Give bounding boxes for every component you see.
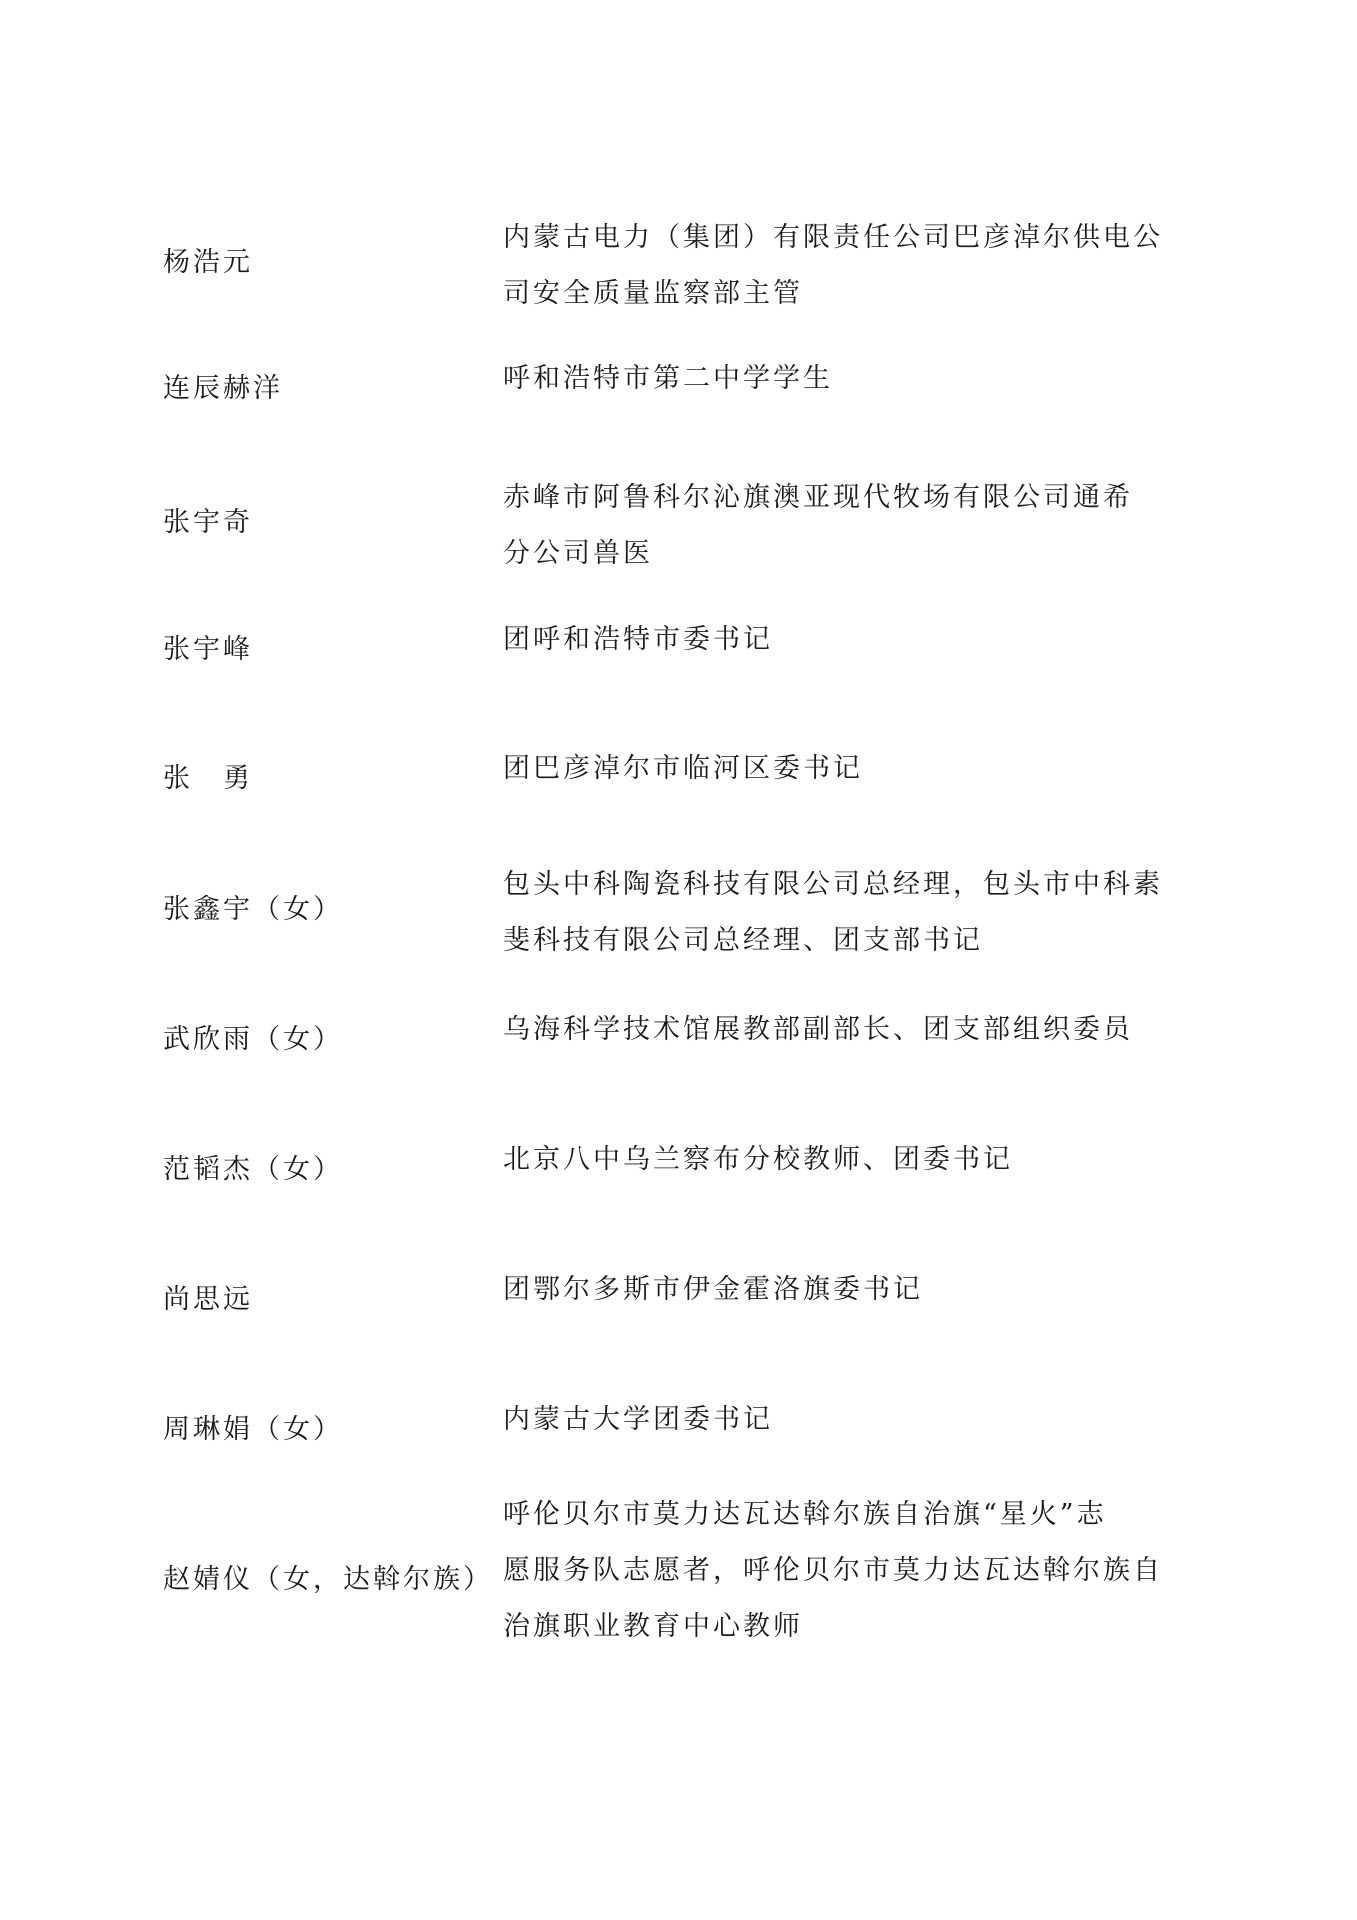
person-name: 周琳娟（女） (163, 1414, 343, 1445)
person-name: 杨浩元 (163, 247, 253, 278)
affiliation-line: 团鄂尔多斯市伊金霍洛旗委书记 (503, 1274, 923, 1305)
person-affiliation (503, 1487, 1208, 1655)
affiliation-line: 内蒙古电力（集团）有限责任公司巴彦淖尔供电公 (503, 222, 1163, 253)
person-affiliation (503, 612, 1208, 668)
affiliation-line: 赤峰市阿鲁科尔沁旗澳亚现代牧场有限公司通希 (503, 482, 1133, 513)
person-affiliation (503, 857, 1208, 969)
affiliation-line: 团呼和浩特市委书记 (503, 624, 773, 655)
affiliation-line: 呼和浩特市第二中学学生 (503, 363, 833, 394)
person-affiliation (503, 470, 1208, 582)
person-name: 张宇奇 (163, 507, 253, 538)
person-affiliation (503, 1132, 1208, 1188)
person-affiliation (503, 741, 1208, 797)
person-affiliation (503, 1392, 1208, 1448)
person-affiliation (503, 351, 1208, 407)
affiliation-line: 治旗职业教育中心教师 (503, 1611, 803, 1642)
person-name: 张鑫宇（女） (163, 894, 343, 925)
affiliation-line: 呼伦贝尔市莫力达瓦达斡尔族自治旗“星火”志 (503, 1499, 1107, 1530)
person-name: 连辰赫洋 (163, 373, 283, 404)
affiliation-line: 内蒙古大学团委书记 (503, 1404, 773, 1435)
person-name: 范韬杰（女） (163, 1154, 343, 1185)
person-affiliation (503, 1002, 1208, 1058)
affiliation-line: 斐科技有限公司总经理、团支部书记 (503, 925, 983, 956)
person-name: 尚思远 (163, 1284, 253, 1315)
person-name: 武欣雨（女） (163, 1024, 343, 1055)
person-name: 张宇峰 (163, 634, 253, 665)
affiliation-line: 愿服务队志愿者，呼伦贝尔市莫力达瓦达斡尔族自 (503, 1555, 1163, 1586)
affiliation-line: 分公司兽医 (503, 538, 653, 569)
affiliation-line: 包头中科陶瓷科技有限公司总经理，包头市中科素 (503, 869, 1163, 900)
affiliation-line: 北京八中乌兰察布分校教师、团委书记 (503, 1144, 1013, 1175)
affiliation-line: 司安全质量监察部主管 (503, 278, 803, 309)
person-affiliation (503, 210, 1208, 322)
affiliation-line: 乌海科学技术馆展教部副部长、团支部组织委员 (503, 1014, 1133, 1045)
person-affiliation (503, 1262, 1208, 1318)
affiliation-line: 团巴彦淖尔市临河区委书记 (503, 753, 863, 784)
person-name: 张 勇 (163, 763, 253, 794)
person-name: 赵婧仪（女，达斡尔族） (163, 1564, 493, 1595)
